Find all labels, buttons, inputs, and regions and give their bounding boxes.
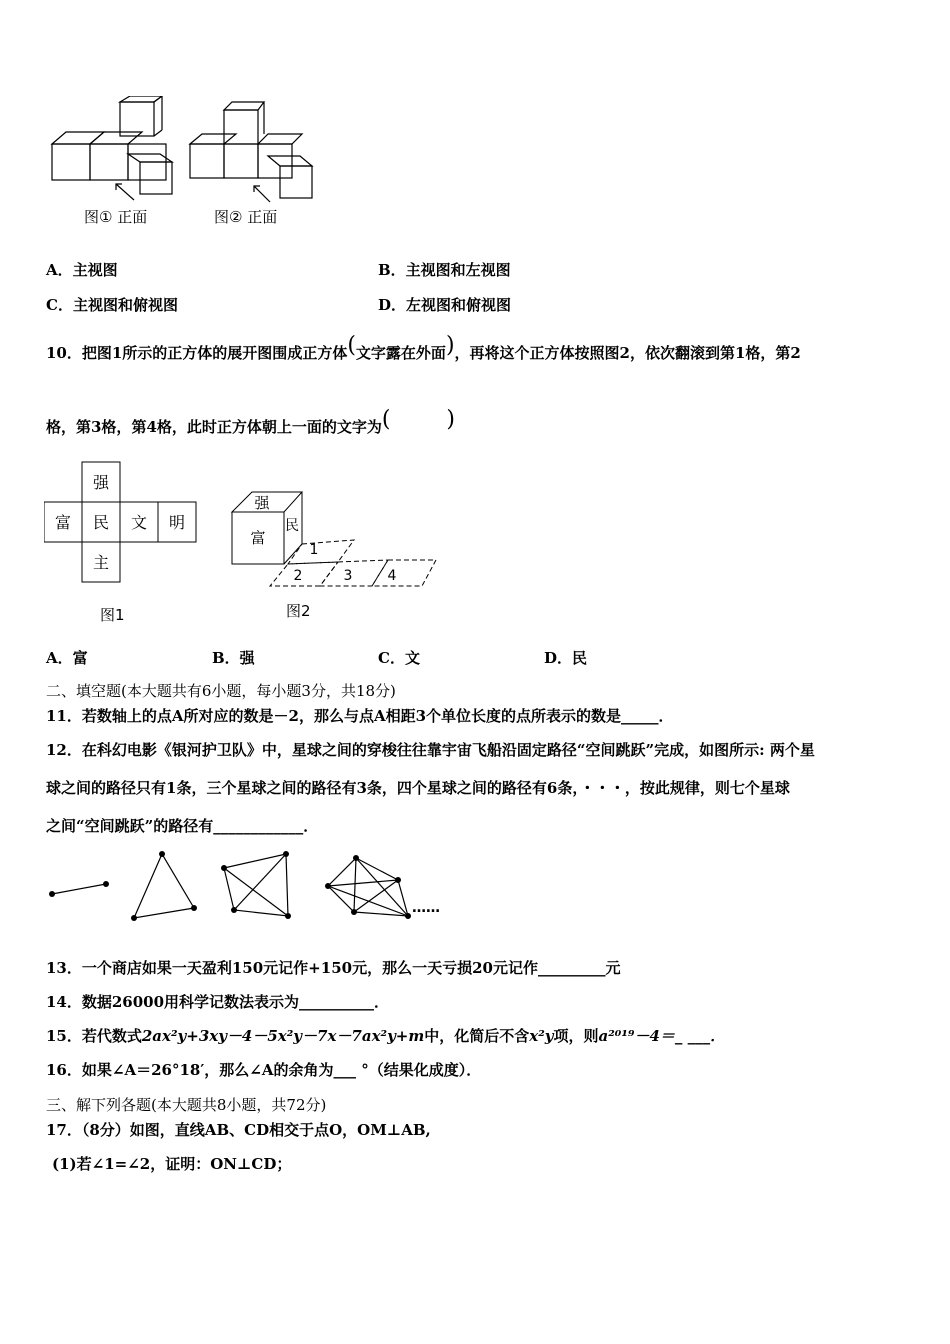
- cell-4: 4: [387, 568, 397, 584]
- cell-1: 1: [309, 542, 319, 558]
- q16: 16．如果∠A＝26°18′，那么∠A的余角为___ °（结果化成度）．: [46, 1061, 482, 1079]
- q12-path-diagrams: [44, 846, 464, 926]
- net-char-bottom: 主: [92, 553, 110, 572]
- net-char-right1: 文: [130, 513, 148, 532]
- q10-figure-1-caption: 图1: [100, 606, 125, 624]
- q10-line-2: 格，第3格，第4格，此时正方体朝上一面的文字为( ): [46, 407, 456, 436]
- cell-2: 2: [293, 568, 303, 584]
- q9-figure-1: [44, 96, 180, 206]
- q12-line-3: 之间“空间跳跃”的路径有____________．: [46, 817, 319, 835]
- q9-option-b: B．主视图和左视图: [378, 261, 511, 279]
- q14: 14．数据26000用科学记数法表示为__________．: [46, 993, 390, 1011]
- q9-option-a: A．主视图: [46, 261, 118, 279]
- cell-3: 3: [343, 568, 353, 584]
- q9-figure-2-caption: 图② 正面: [214, 208, 278, 226]
- q10-option-a: A．富: [46, 649, 88, 667]
- q13: 13．一个商店如果一天盈利150元记作+150元，那么一天亏损20元记作_________元: [46, 959, 621, 977]
- net-char-left: 富: [54, 513, 72, 532]
- q10-option-b: B．强: [212, 649, 255, 667]
- q9-option-c: C．主视图和俯视图: [46, 296, 178, 314]
- q10-cube-net: [44, 460, 200, 586]
- cube-char-front: 富: [250, 529, 266, 547]
- q10-option-d: D．民: [544, 649, 588, 667]
- q9-figure-1-caption: 图① 正面: [84, 208, 148, 226]
- cube-char-top: 强: [254, 494, 270, 512]
- q10-option-c: C．文: [378, 649, 420, 667]
- q9-figure-2: [184, 100, 320, 206]
- q17-line-1: 17．（8分）如图，直线AB、CD相交于点O，OM⊥AB,: [46, 1121, 431, 1139]
- q10-line-1: 10．把图1所示的正方体的展开图围成正方体(文字露在外面)，再将这个正方体按照图2，依次翻滚到第1格，第2: [46, 333, 801, 362]
- cube-char-side: 民: [285, 518, 299, 534]
- section-3-heading: 三、解下列各题(本大题共8小题，共72分): [46, 1096, 327, 1114]
- net-char-center: 民: [92, 513, 110, 532]
- net-char-right2: 明: [168, 513, 186, 532]
- q12-line-2: 球之间的路径只有1条，三个星球之间的路径有3条，四个星球之间的路径有6条，・・・，按此规律，则七个星球: [46, 779, 790, 797]
- q10-figure-2-caption: 图2: [286, 602, 311, 620]
- net-char-top: 强: [92, 473, 110, 492]
- q11: 11．若数轴上的点A所对应的数是－2，那么与点A相距3个单位长度的点所表示的数是_____．: [46, 707, 674, 725]
- section-2-heading: 二、填空题(本大题共有6小题，每小题3分，共18分): [46, 682, 396, 700]
- q17-line-2: (1)若∠1=∠2，证明：ON⊥CD；: [52, 1155, 292, 1173]
- q15: 15．若代数式2ax²y+3xy－4－5x²y－7x－7ax²y+m中，化简后不含x²y项，则a²⁰¹⁹－4＝_ ___．: [46, 1027, 726, 1045]
- q12-line-1: 12．在科幻电影《银河护卫队》中，星球之间的穿梭往往靠宇宙飞船沿固定路径“空间跳跃”完成，如图所示: 两个星: [46, 741, 815, 759]
- q9-option-d: D．左视图和俯视图: [378, 296, 512, 314]
- q12-ellipsis: ……: [412, 900, 440, 916]
- q10-rolling-cube: [228, 488, 438, 592]
